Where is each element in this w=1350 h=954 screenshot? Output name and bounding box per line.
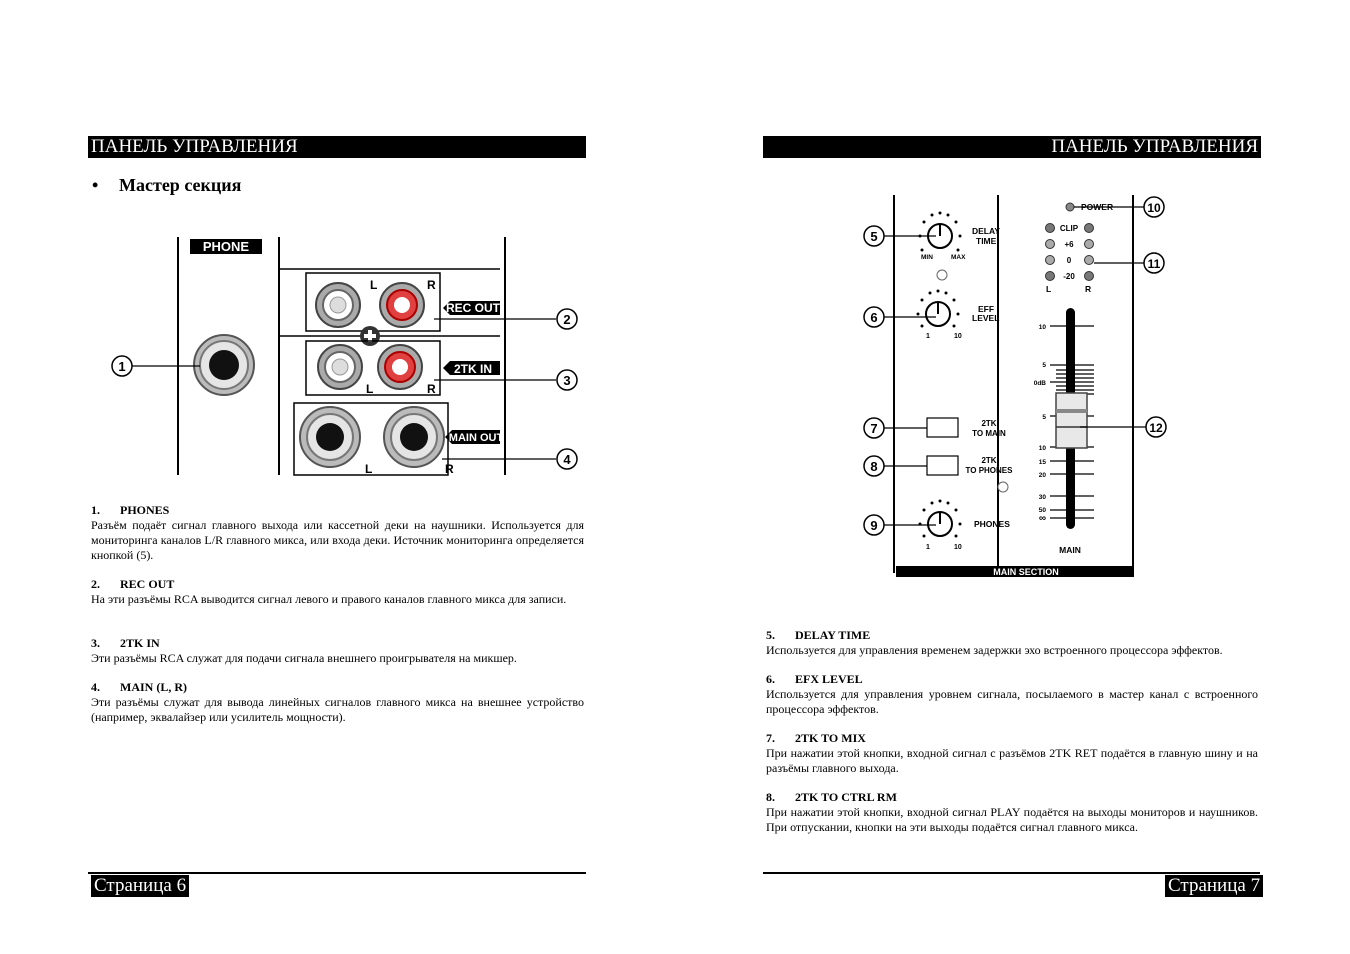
delay-label-1: DELAY [972,226,1001,236]
phones-scale-1: 1 [926,544,930,551]
meter-r: R [1085,284,1092,294]
phone-jack [194,335,254,395]
fader-scale-15: 15 [1038,459,1046,466]
rec-out-label: REC OUT [446,301,500,315]
left-item-3 [91,636,584,666]
rec-out-r-jack [380,283,424,327]
right-item-8-title [766,790,1258,805]
plus-icon [360,326,380,346]
right-item-7 [766,731,1258,776]
callout-12-label: 12 [1149,421,1163,435]
rec-out-r-mark: R [427,278,436,292]
tk-in-label: 2TK IN [453,362,493,376]
tk-to-phones-label-1: 2TK [981,456,997,465]
left-item-2 [91,577,584,607]
item-title: REC OUT [120,577,175,591]
header-title-right: ПАНЕЛЬ УПРАВЛЕНИЯ [1051,136,1258,157]
item-number: 4. [91,680,100,694]
item-title: 2TK TO MIX [795,731,866,745]
section-title: Мастер секция [119,175,242,195]
tk-in-l-mark: L [366,382,374,396]
main-out-r-jack [384,407,444,467]
tk-to-main-button[interactable] [927,418,958,437]
footer-rule-right [763,872,1260,874]
left-item-4-text: Эти разъёмы служат для вывода линейных сигналов главного микса на внешнее устройство (например, эквалайзер или усилитель мощности). [91,695,584,724]
callout-6-label: 6 [870,310,878,325]
fader-scale-5a: 5 [1042,362,1046,369]
callout-4-label: 4 [563,452,571,467]
phones-led [998,482,1008,492]
callout-3-label: 3 [563,373,571,388]
left-item-4-title [91,680,584,695]
phones-knob [928,512,952,536]
left-item-3-text: Эти разъёмы RCA служат для подачи сигнала внешнего проигрывателя на микшер. [91,651,517,665]
tk-in-r-jack [378,345,422,389]
eff-scale-1: 1 [926,333,930,340]
max-label: MAX [951,254,966,261]
page-number-left: Страница 6 [91,875,189,897]
tk-to-phones-button[interactable] [927,456,958,475]
item-title: 2TK IN [120,636,160,650]
item-number: 8. [766,790,775,804]
item-title: EFX LEVEL [795,672,863,686]
fader-scale-30: 30 [1038,494,1046,501]
right-item-6-title [766,672,1258,687]
fader-cap[interactable] [1056,393,1087,448]
main-fader-label: MAIN [1059,545,1081,555]
item-title: MAIN (L, R) [120,680,187,694]
delay-led [937,270,947,280]
page-header-right [763,136,1261,158]
item-number: 3. [91,636,100,650]
main-out-l-jack [300,407,360,467]
callout-10-label: 10 [1147,201,1161,215]
meter-l: L [1046,284,1052,294]
left-item-4 [91,680,584,725]
right-item-8-text: При нажатии этой кнопки, входной сигнал PLAY подаётся на выходы мониторов и наушников. При отпускании, кнопки на эти выходы подаётся сигнал главного микса. [766,805,1258,834]
callout-8-label: 8 [870,459,878,474]
section-heading [92,175,241,196]
phones-scale-10: 10 [954,544,962,551]
item-number: 2. [91,577,100,591]
item-number: 6. [766,672,775,686]
eff-label-2: LEVEL [972,313,1000,323]
meter-0: 0 [1066,256,1072,265]
eff-level-knob [926,302,950,326]
page-number-right: Страница 7 [1165,875,1263,897]
fader-scale-10a: 10 [1038,324,1046,331]
left-figure-panel [100,225,590,485]
fader-scale-50: 50 [1038,507,1046,514]
meter-plus6: +6 [1064,240,1074,249]
phone-label: PHONE [202,239,250,254]
callout-11-label: 11 [1147,257,1161,271]
main-out-l-mark: L [365,462,373,476]
power-label: POWER [1081,202,1114,212]
delay-label-2: TIME [976,236,997,246]
tk-to-main-label-1: 2TK [981,419,997,428]
item-number: 5. [766,628,775,642]
fader-scale-0db: 0dB [1033,380,1046,387]
rec-out-l-jack [316,283,360,327]
right-item-7-text: При нажатии этой кнопки, входной сигнал с разъёмов 2TK RET подаётся в главную шину и на разъёмы главного выхода. [766,746,1258,775]
right-item-5-text: Используется для управления временем задержки эхо встроенного процессора эффектов. [766,643,1223,657]
eff-label-1: EFF [978,304,995,314]
item-title: PHONES [120,503,170,517]
header-title-left: ПАНЕЛЬ УПРАВЛЕНИЯ [91,136,298,157]
footer-rule-left [88,872,586,874]
fader-scale-10b: 10 [1038,445,1046,452]
phones-label: PHONES [974,519,1010,529]
tk-to-main-label-2: TO MAIN [972,429,1006,438]
right-figure-panel [860,190,1170,585]
fader-scale-5b: 5 [1042,414,1046,421]
tk-in-l-jack [318,345,362,389]
callout-9-label: 9 [870,518,878,533]
item-title: 2TK TO CTRL RM [795,790,897,804]
main-section-label: MAIN SECTION [993,567,1059,577]
main-out-r-mark: R [445,462,454,476]
bullet: • [92,175,99,195]
main-out-label: MAIN OUT [448,432,504,444]
left-item-1-text: Разъём подаёт сигнал главного выхода или кассетной деки на наушники. Используется для мониторинга каналов L/R главного микса, или входа деки. Источник мониторинга определяется кнопкой (5). [91,518,584,562]
right-item-8 [766,790,1258,835]
item-title: DELAY TIME [795,628,871,642]
left-item-3-title [91,636,584,651]
power-led [1066,203,1074,211]
right-item-5-title [766,628,1258,643]
fader-scale-inf: ∞ [1038,513,1046,524]
left-item-2-title [91,577,584,592]
page-header-left [88,136,586,158]
item-number: 1. [91,503,100,517]
tk-in-r-mark: R [427,382,436,396]
eff-scale-10: 10 [954,333,962,340]
meter-clip: CLIP [1059,224,1079,233]
callout-1-label: 1 [118,359,126,374]
right-item-5 [766,628,1258,658]
meter-minus20: -20 [1063,272,1075,281]
right-item-6-text: Используется для управления уровнем сигнала, посылаемого в мастер канал с встроенного процессора эффектов. [766,687,1258,716]
item-number: 7. [766,731,775,745]
left-item-1-title [91,503,584,518]
callout-5-label: 5 [870,229,878,244]
fader-scale-20: 20 [1038,472,1046,479]
callout-2-label: 2 [563,312,571,327]
left-item-1 [91,503,584,563]
tk-to-phones-label-2: TO PHONES [965,466,1013,475]
left-item-2-text: На эти разъёмы RCA выводится сигнал левого и правого каналов главного микса для записи. [91,592,567,606]
right-item-6 [766,672,1258,717]
callout-7-label: 7 [870,421,878,436]
min-label: MIN [921,254,933,261]
right-item-7-title [766,731,1258,746]
rec-out-l-mark: L [370,278,378,292]
